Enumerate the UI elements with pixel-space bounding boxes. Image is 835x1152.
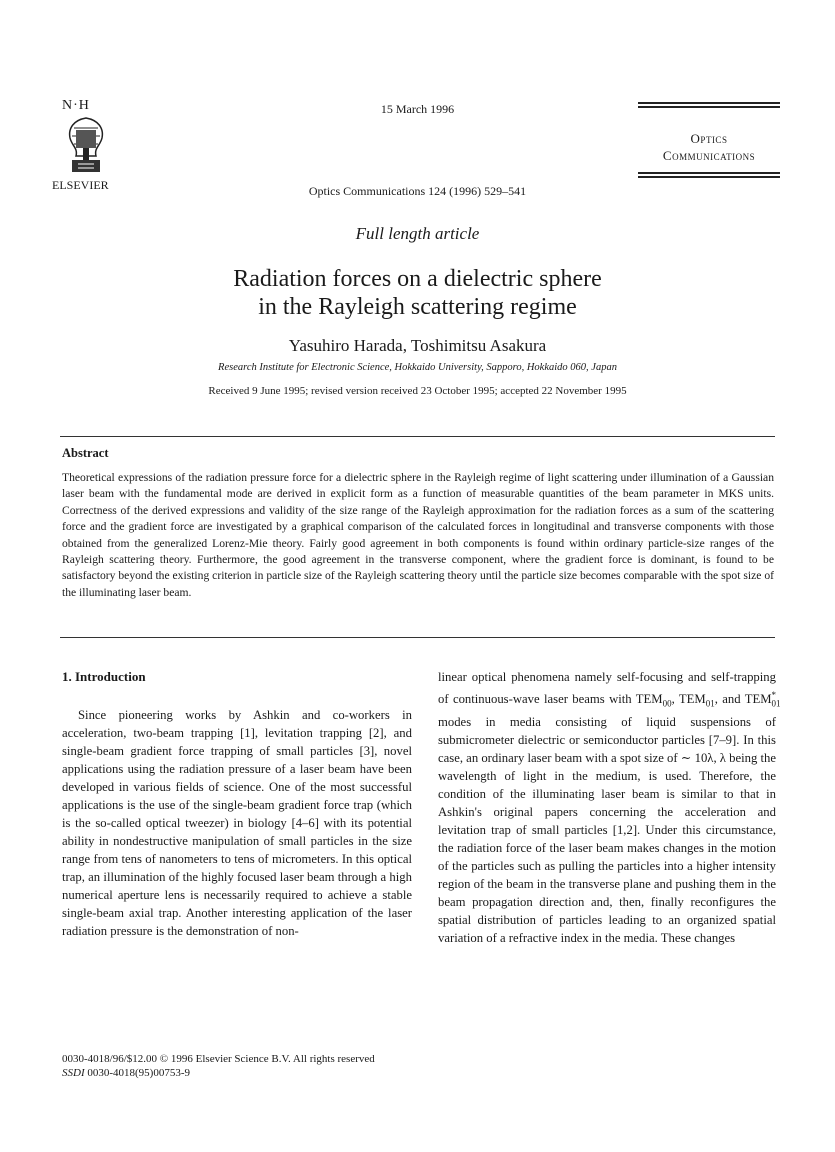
right-text-part2: modes in media consisting of liquid suspensions of submicrometer dielectric or semiconductor particles [7–9]. In this case, an ordinary laser beam with a spot size of ∼ 10λ, λ being the wavelength of light in the medium, is used. Therefore, the condition of the illuminating laser beam is similar to that in Ashkin's original papers concerning the acceleration and levitation trap of small particles [1,2]. Under this circumstance, the radiation force of the laser beam makes changes in the motion of the particles such as pulling the particles into a higher intensity region of the beam in the transverse plane and pushing them in the beam propagation direction and, then, finally reconfigures the spatial distribution of particles leading to an organized spatial variation of a refractive index in the media. These changes: [438, 714, 776, 945]
intro-paragraph: [62, 706, 412, 940]
tem01-mode: $TEM_{01}$: [678, 692, 715, 709]
masthead-rule: [638, 102, 780, 104]
masthead-rule: [638, 106, 780, 108]
copyright-footer: [62, 1052, 375, 1080]
title-line-2: in the Rayleigh scattering regime: [258, 294, 577, 320]
body-column-right: [438, 668, 781, 947]
section-heading: 1. Introduction: [62, 669, 146, 684]
issue-date: 15 March 1996: [380, 102, 455, 116]
ssdi-label: SSDI: [62, 1067, 85, 1079]
abstract-heading: Abstract: [62, 446, 109, 460]
ssdi-value: 0030-4018(95)00753-9: [84, 1067, 191, 1079]
copyright-line: 0030-4018/96/$12.00 © 1996 Elsevier Science B.V. All rights reserved: [62, 1053, 375, 1065]
journal-name: [638, 130, 780, 164]
intro-left-text: Since pioneering works by Ashkin and co-workers in acceleration, two-beam trapping [1], levitation trapping [2], and single-beam gradient force trapping of small particles [3], novel applications using the radiation pressure of a laser beam have been developed in various fields of science. One of the most successful applications is the use of the single-beam gradient force trap (which is the so-called optical tweezer) in biology [4–6] with its potential ability in nondestructive manipulation of small particles in the size range from tens of nanometers to tens of micrometers. In this optical trap, an illumination of the highly focused laser beam through a high numerical aperture lens is necessarily required to achieve a stable single-beam axial trap. Another interesting application of the laser radiation pressure is the demonstration of non-: [62, 708, 412, 938]
intro-right-text: linear optical phenomena namely self-focusing and self-trapping of continuous-wave laser beams with $TEM_{00}$, $TEM_{01}$, and $TEM_{01}^*$ modes in media consisting of liquid suspensions of submicrometer dielectric or semiconductor particles [7–9]. In this case, an ordinary laser beam with a spot size of ∼ 10λ, λ being the wavelength of light in the medium, is used. Therefore, the condition of the illuminating laser beam is similar to that in Ashkin's original papers concerning the acceleration and levitation trap of small particles [1,2]. Under this circumstance, the radiation force of the laser beam makes changes in the motion of the particles such as pulling the particles into a higher intensity region of the beam in the transverse plane and pushing them in the beam propagation direction and, then, finally reconfigures the spatial distribution of particles leading to an organized spatial variation of a refractive index in the media. These changes: [438, 670, 781, 945]
body-column-left: [62, 668, 412, 940]
journal-masthead: [638, 100, 780, 180]
received-dates: Received 9 June 1995; revised version received 23 October 1995; accepted 22 November 1995: [208, 385, 627, 397]
logo-text: N·H: [62, 98, 90, 113]
abstract-bottom-rule: [60, 637, 775, 638]
publisher-name: ELSEVIER: [52, 178, 109, 192]
abstract-text: Theoretical expressions of the radiation pressure force for a dielectric sphere in the Rayleigh regime of light scattering under illumination of a Gaussian laser beam with the fundamental mode are derived in explicit form as a function of measurable quantities of the beam parameter in MKS units. Correctness of the derived expressions and validity of the size range of the Rayleigh approximation for the radiation forces as a sum of the scattering force and the gradient force are investigated by a graphical comparison of the calculated forces in longitudinal and transverse components with those obtained from the generalized Lorenz-Mie theory. Fairly good agreement in both components is found within ordinary particle-size ranges of the Rayleigh scattering theory. Furthermore, the good agreement in the transverse component, where the gradient force is dominant, is found to be satisfactory beyond the existing criterion in particle size of the Rayleigh scattering theory until the particle size becomes comparable with the spot size of the illuminating laser beam.: [62, 471, 774, 599]
right-text-part1: linear optical phenomena namely self-focusing and self-trapping of continuous-wave laser beams with: [438, 670, 776, 707]
ssdi-line: [62, 1066, 375, 1080]
article-type: Full length article: [355, 224, 480, 243]
journal-name-line1: Optics: [690, 131, 728, 146]
title-line-1: Radiation forces on a dielectric sphere: [233, 266, 602, 292]
authors: Yasuhiro Harada, Toshimitsu Asakura: [288, 336, 547, 355]
journal-citation: Optics Communications 124 (1996) 529–541: [308, 184, 527, 198]
affiliation: Research Institute for Electronic Science, Hokkaido University, Sapporo, Hokkaido 060, Japan: [218, 362, 617, 373]
abstract-top-rule: [60, 436, 775, 437]
tem00-mode: $TEM_{00}$: [635, 692, 672, 709]
elsevier-tree-icon: [64, 114, 108, 176]
journal-name-line2: Communications: [662, 148, 756, 163]
tem01-star-mode: $TEM_{01}^*$: [744, 690, 781, 709]
paper-title: [0, 265, 835, 321]
masthead-rule: [638, 172, 780, 174]
masthead-rule: [638, 176, 780, 178]
